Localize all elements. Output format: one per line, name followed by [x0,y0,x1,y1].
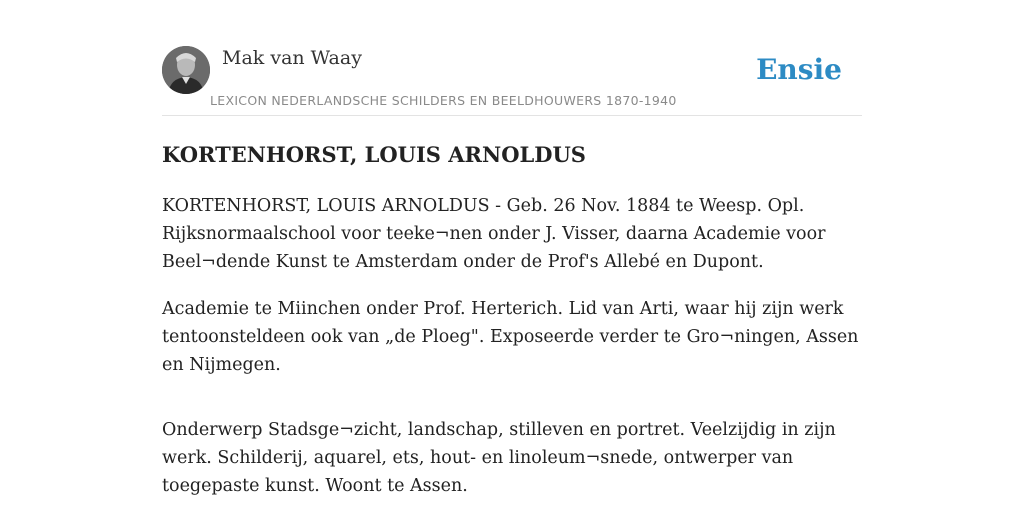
author-name[interactable]: Mak van Waay [222,47,362,69]
paragraph: Academie te Miinchen onder Prof. Herterich. Lid van Arti, waar hij zijn werk tentoonsteldeen ook van „de Ploeg". Exposeerde verder te Gro¬ningen, Assen en Nijmegen. [162,299,859,375]
article-body [162,192,867,512]
page-title: KORTENHORST, LOUIS ARNOLDUS [162,142,586,167]
author-avatar[interactable] [162,46,210,94]
article-header [162,46,862,116]
paragraph: Onderwerp Stadsge¬zicht, landschap, stilleven en portret. Veelzijdig in zijn werk. Schilderij, aquarel, ets, hout- en linoleum¬snede, ontwerper van toegepaste kunst. Woont te Assen. [162,420,836,496]
portrait-icon [162,46,210,94]
paragraph: KORTENHORST, LOUIS ARNOLDUS - Geb. 26 Nov. 1884 te Weesp. Opl. Rijksnormaalschool voor teeke¬nen onder J. Visser, daarna Academie voor Beel¬dende Kunst te Amsterdam onder de Prof's Allebé en Dupont. [162,196,826,272]
source-title[interactable]: LEXICON NEDERLANDSCHE SCHILDERS EN BEELDHOUWERS 1870-1940 [210,93,677,108]
brand-logo[interactable]: Ensie [756,53,842,86]
